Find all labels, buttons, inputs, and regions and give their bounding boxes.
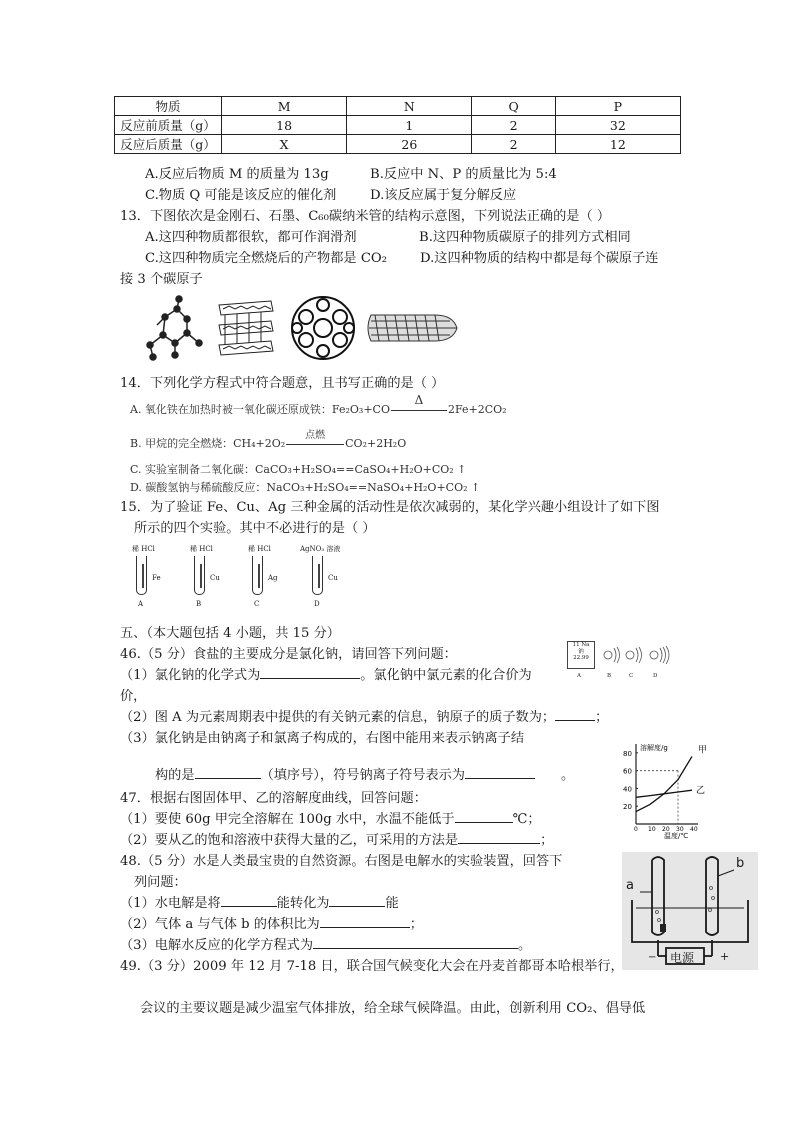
condition-ignite: 点燃 xyxy=(305,430,326,441)
q13-option-d: D.这四种物质的结构中都是每个碳原子连 xyxy=(420,251,659,266)
answer-blank-equation[interactable] xyxy=(313,936,518,949)
series-label: 甲 xyxy=(698,745,708,756)
q48-stem-line2: 列问题： xyxy=(134,875,187,890)
answer-blank-protons[interactable] xyxy=(555,708,595,721)
test-tube-d xyxy=(300,544,350,610)
answer-blank-ion-symbol[interactable] xyxy=(465,766,535,779)
q14-option-a xyxy=(130,393,507,417)
table-cell: 32 xyxy=(555,116,680,135)
table-cell: 反应前质量（g） xyxy=(115,116,222,135)
q47-stem: 47．根据右图固体甲、乙的溶解度曲线，回答问题： xyxy=(120,791,427,806)
q14-option-d: D. 碳酸氢钠与稀硫酸反应：NaCO₃+H₂SO₄==NaSO₄+H₂O+CO₂ ↑ xyxy=(130,481,481,494)
answer-blank-method[interactable] xyxy=(458,831,540,844)
table-cell: M xyxy=(222,97,347,116)
x-axis-label: 温度/℃ xyxy=(664,832,689,840)
power-source-label: 电源 xyxy=(670,951,695,965)
q48-stem-line1: 48.（5 分）水是人类最宝贵的自然资源。右图是电解水的实验装置，回答下 xyxy=(120,854,563,869)
diamond-structure xyxy=(147,296,202,360)
tube-metal-label: Ag xyxy=(268,574,278,582)
q46-part1-text: （1）氯化钠的化学式为 xyxy=(120,668,261,683)
test-tube-c xyxy=(244,544,294,610)
carbon-structures-figure xyxy=(135,295,465,365)
electrolysis-figure xyxy=(622,852,758,970)
x-tick-label: 40 xyxy=(690,826,698,833)
q48-part1 xyxy=(120,892,399,911)
q48-part3-end: 。 xyxy=(518,938,532,953)
table-cell: X xyxy=(222,135,347,154)
q13-option-c: C.这四种物质完全燃烧后的产物都是 CO₂ xyxy=(145,251,388,266)
q47-part2-text: （2）要从乙的饱和溶液中获得大量的乙，可采用的方法是 xyxy=(120,833,459,848)
graphite-structure xyxy=(219,301,273,355)
q48-part3-text: （3）电解水反应的化学方程式为 xyxy=(120,938,314,953)
series-line-jia xyxy=(636,756,692,811)
tube-letter: B xyxy=(196,600,202,608)
x-tick-label: 20 xyxy=(662,826,670,833)
figure-letter: D xyxy=(653,673,658,679)
y-tick-label: 40 xyxy=(623,785,632,794)
q14-option-b xyxy=(130,430,407,451)
c60-structure xyxy=(292,297,354,359)
answer-blank-energy-from[interactable] xyxy=(221,894,277,907)
q14-option-b-right: CO₂+2H₂O xyxy=(345,437,407,450)
q48-part3 xyxy=(120,934,531,953)
q13-option-d-cont: 接 3 个碳原子 xyxy=(120,272,203,287)
table-cell: 2 xyxy=(472,135,555,154)
test-tube-b xyxy=(186,544,236,610)
q14-option-a-right: 2Fe+2CO₂ xyxy=(447,403,507,416)
q15-stem-line1: 15．为了验证 Fe、Cu、Ag 三种金属的活动性是依次减弱的，某化学兴趣小组设计了如下图 xyxy=(120,500,660,515)
q14-option-a-left: A. 氧化铁在加热时被一氧化碳还原成铁：Fe₂O₃+CO xyxy=(130,403,390,416)
answer-blank-ion-figure[interactable] xyxy=(195,766,261,779)
series-line-yi xyxy=(636,790,692,797)
section-heading: 五、（本大题包括 4 小题，共 15 分） xyxy=(120,626,340,641)
q46-part3: （3）氯化钠是由钠离子和氯离子构成的，右图中能用来表示钠离子结 xyxy=(120,731,525,746)
q14-stem: 14．下列化学方程式中符合题意，且书写正确的是（ ） xyxy=(120,376,445,391)
q46-part3-text2: （填序号），符号钠离子符号表示为 xyxy=(260,768,465,783)
q46-part3-cont xyxy=(155,764,574,783)
q49-line2: 会议的主要议题是减少温室气体排放，给全球气候降温。由此，创新利用 CO₂、倡导低 xyxy=(140,1001,646,1016)
x-tick-label: 0 xyxy=(634,826,638,833)
nanotube-structure xyxy=(368,315,457,341)
answer-blank-temperature[interactable] xyxy=(455,810,513,823)
q12-option-b: B.反应中 N、P 的质量比为 5:4 xyxy=(370,167,557,182)
answer-blank-formula[interactable] xyxy=(260,666,360,679)
label-a: a xyxy=(626,878,634,893)
q46-part1-cont: 价， xyxy=(120,689,147,704)
tube-letter: A xyxy=(138,600,144,608)
answer-blank-volume-ratio[interactable] xyxy=(320,915,410,928)
figure-letter: B xyxy=(607,673,612,679)
test-tubes-figure xyxy=(128,544,348,610)
y-axis-label: 溶解度/g xyxy=(640,744,668,752)
minus-sign: − xyxy=(648,952,657,963)
tube-letter: C xyxy=(254,600,260,608)
figure-letter: A xyxy=(577,673,581,679)
q47-part1 xyxy=(120,808,541,827)
q46-part1 xyxy=(120,664,532,683)
table-cell: 12 xyxy=(555,135,680,154)
q48-part2 xyxy=(120,913,423,932)
table-cell: 1 xyxy=(347,116,472,135)
q46-part3-end: 。 xyxy=(560,768,575,783)
q48-part2-text: （2）气体 a 与气体 b 的体积比为 xyxy=(120,917,320,932)
q47-part2 xyxy=(120,829,553,848)
series-label: 乙 xyxy=(696,786,706,797)
q46-part3-text: 构的是 xyxy=(155,768,195,783)
q12-option-a: A.反应后物质 M 的质量为 13g xyxy=(145,167,329,182)
label-b: b xyxy=(736,856,745,871)
q48-part1-text2: 能转化为 xyxy=(276,896,330,911)
plus-sign: + xyxy=(720,950,730,963)
table-header-row xyxy=(115,97,681,116)
table-cell: 18 xyxy=(222,116,347,135)
tube-reagent-label: 稀 HCl xyxy=(190,545,213,553)
mass-table xyxy=(114,96,681,154)
test-tube-a xyxy=(128,544,178,610)
q46-part2 xyxy=(120,706,608,725)
tube-reagent-label: 稀 HCl xyxy=(248,545,271,553)
table-cell: 反应后质量（g） xyxy=(115,135,222,154)
condition-heat: Δ xyxy=(414,393,424,407)
y-tick-label: 20 xyxy=(623,803,632,812)
q47-part1-unit: ℃； xyxy=(512,812,541,827)
table-cell: 2 xyxy=(472,116,555,135)
q46-part1-text2: 。氯化钠中氯元素的化合价为 xyxy=(360,668,532,683)
tube-reagent-label: AgNO₃ 溶液 xyxy=(300,545,341,553)
q13-option-a: A.这四种物质都很软，都可作润滑剂 xyxy=(145,230,357,245)
answer-blank-energy-to[interactable] xyxy=(329,894,385,907)
q13-stem: 13．下图依次是金刚石、石墨、C₆₀碳纳米管的结构示意图，下列说法正确的是（ ） xyxy=(120,209,611,224)
q14-option-c: C. 实验室制备二氧化碳：CaCO₃+H₂SO₄==CaSO₄+H₂O+CO₂ ↑ xyxy=(130,463,467,476)
q48-part1-text3: 能 xyxy=(385,896,399,911)
table-cell: N xyxy=(347,97,472,116)
table-cell: 物质 xyxy=(115,97,222,116)
table-cell: P xyxy=(555,97,680,116)
q47-part1-text: （1）要使 60g 甲完全溶解在 100g 水中，水温不能低于 xyxy=(120,812,455,827)
y-tick-label: 60 xyxy=(623,767,632,776)
q46-part2-text: （2）图 A 为元素周期表中提供的有关钠元素的信息，钠原子的质子数为； xyxy=(120,710,556,725)
table-row xyxy=(115,135,681,154)
q47-part2-end: ； xyxy=(540,833,554,848)
tube-metal-label: Cu xyxy=(328,574,338,582)
q14-option-b-left: B. 甲烷的完全燃烧：CH₄+2O₂ xyxy=(130,437,286,450)
q15-stem-line2: 所示的四个实验。其中不必进行的是（ ） xyxy=(134,521,376,536)
y-tick-label: 80 xyxy=(623,749,632,758)
x-tick-label: 10 xyxy=(648,826,656,833)
tube-metal-label: Fe xyxy=(152,574,161,582)
sodium-figure xyxy=(565,639,675,683)
solubility-chart xyxy=(622,730,722,840)
tube-letter: D xyxy=(314,600,320,608)
tube-reagent-label: 稀 HCl xyxy=(132,545,155,553)
figure-letter: C xyxy=(629,673,634,679)
q46-stem: 46.（5 分）食盐的主要成分是氯化钠，请回答下列问题： xyxy=(120,647,457,662)
q49-line1: 49.（3 分）2009 年 12 月 7-18 日，联合国气候变化大会在丹麦首都哥本哈根举行， xyxy=(120,959,624,974)
element-card: 11 Na 钠 22.99 xyxy=(567,641,595,669)
q46-part2-end: ； xyxy=(595,710,609,725)
table-cell: 26 xyxy=(347,135,472,154)
q12-option-d: D.该反应属于复分解反应 xyxy=(370,188,517,203)
q12-option-c: C.物质 Q 可能是该反应的催化剂 xyxy=(145,188,337,203)
q48-part1-text: （1）水电解是将 xyxy=(120,896,221,911)
q13-option-b: B.这四种物质碳原子的排列方式相同 xyxy=(419,230,631,245)
tube-metal-label: Cu xyxy=(210,574,220,582)
q48-part2-end: ； xyxy=(409,917,423,932)
atom-structure-diagrams xyxy=(599,643,675,669)
table-row xyxy=(115,116,681,135)
table-cell: Q xyxy=(472,97,555,116)
x-tick-label: 30 xyxy=(676,826,684,833)
